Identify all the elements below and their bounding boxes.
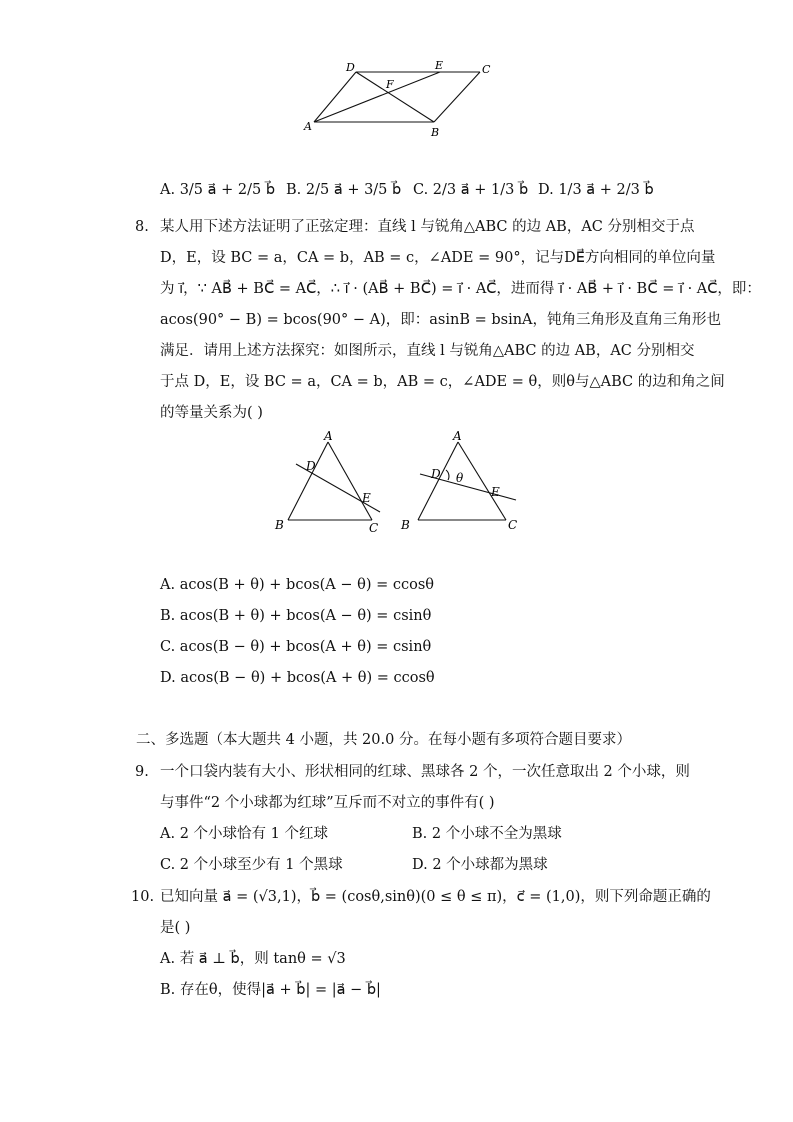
q8-line-3: 为 i⃗，∵ AB⃗ + BC⃗ = AC⃗，∴ i⃗ · (AB⃗ + BC⃗) = i⃗ · AC⃗，进而得 i⃗ · AB⃗ + i⃗ · BC⃗ = i⃗ · AC⃗，即： [160,281,761,297]
q8-line-1: 某人用下述方法证明了正弦定理：直线 l 与锐角△ABC 的边 AB，AC 分别相交于点 [160,219,695,235]
q8-number: 8. [135,219,149,235]
q8-option-d: D. acos(B − θ) + bcos(A + θ) = ccosθ [160,670,435,686]
q8-option-b: B. acos(B + θ) + bcos(A − θ) = csinθ [160,608,432,624]
q10-option-a: A. 若 a⃗ ⊥ b⃗，则 tanθ = √3 [160,951,346,967]
label-e: E [362,491,371,505]
q8-line-2: D，E，设 BC = a，CA = b，AB = c，∠ADE = 90°，记与DE⃗方向相同的单位向量 [160,250,716,266]
q7-option-b: B. 2/5 a⃗ + 3/5 b⃗ [286,182,402,198]
segment-ab [418,442,458,520]
triangle-figure-right [396,428,526,538]
label-c: C [369,521,379,535]
segment-ae [314,72,440,122]
parallelogram-figure [290,58,510,140]
q8-line-5: 满足．请用上述方法探究：如图所示，直线 l 与锐角△ABC 的边 AB，AC 分别相交 [160,343,695,359]
q10-line-2: 是( ) [160,920,191,936]
label-a: A [304,120,312,133]
q9-option-a: A. 2 个小球恰有 1 个红球 [160,826,328,842]
triangle-figure-left [268,428,388,538]
label-d: D [431,467,441,481]
q10-number: 10. [131,889,155,905]
q8-line-7: 的等量关系为( ) [160,405,263,421]
q8-option-c: C. acos(B − θ) + bcos(A + θ) = csinθ [160,639,432,655]
q8-line-4: acos(90° − B) = bcos(90° − A)，即：asinB = bsinA，钝角三角形及直角三角形也 [160,312,722,328]
q10-line-1: 已知向量 a⃗ = (√3,1)，b⃗ = (cosθ,sinθ)(0 ≤ θ ≤ π)，c⃗ = (1,0)，则下列命题正确的 [160,889,711,905]
q10-option-b: B. 存在θ，使得|a⃗ + b⃗| = |a⃗ − b⃗| [160,982,381,998]
q8-line-6: 于点 D，E，设 BC = a，CA = b，AB = c，∠ADE = θ，则θ与△ABC 的边和角之间 [160,374,725,390]
segment-cb [434,72,480,122]
q7-option-c: C. 2/3 a⃗ + 1/3 b⃗ [413,182,529,198]
q9-number: 9. [135,764,149,780]
label-f: F [386,78,394,91]
q9-line-1: 一个口袋内装有大小、形状相同的红球、黑球各 2 个，一次任意取出 2 个小球，则 [160,764,690,780]
q9-option-b: B. 2 个小球不全为黑球 [412,826,562,842]
q9-option-c: C. 2 个小球至少有 1 个黑球 [160,857,343,873]
segment-ac [458,442,506,520]
segment-ac [328,442,372,520]
q7-option-a: A. 3/5 a⃗ + 2/5 b⃗ [160,182,276,198]
segment-ab [288,442,328,520]
label-a: A [324,429,333,443]
angle-arc [446,470,449,480]
label-e: E [491,485,500,499]
label-b: B [401,518,410,532]
section-2-title: 二、多选题（本大题共 4 小题，共 20.0 分。在每小题有多项符合题目要求） [136,732,631,748]
segment-ad [314,72,356,122]
q8-option-a: A. acos(B + θ) + bcos(A − θ) = ccosθ [160,577,435,593]
label-e: E [435,59,444,72]
q9-line-2: 与事件“2 个小球都为红球”互斥而不对立的事件有( ) [160,795,495,811]
q7-option-d: D. 1/3 a⃗ + 2/3 b⃗ [538,182,654,198]
label-d: D [346,61,355,74]
label-c: C [482,63,491,76]
label-c: C [508,518,518,532]
label-theta: θ [456,471,464,485]
label-d: D [306,459,316,473]
label-b: B [275,518,284,532]
label-a: A [453,429,462,443]
q9-option-d: D. 2 个小球都为黑球 [412,857,548,873]
label-b: B [431,126,440,139]
